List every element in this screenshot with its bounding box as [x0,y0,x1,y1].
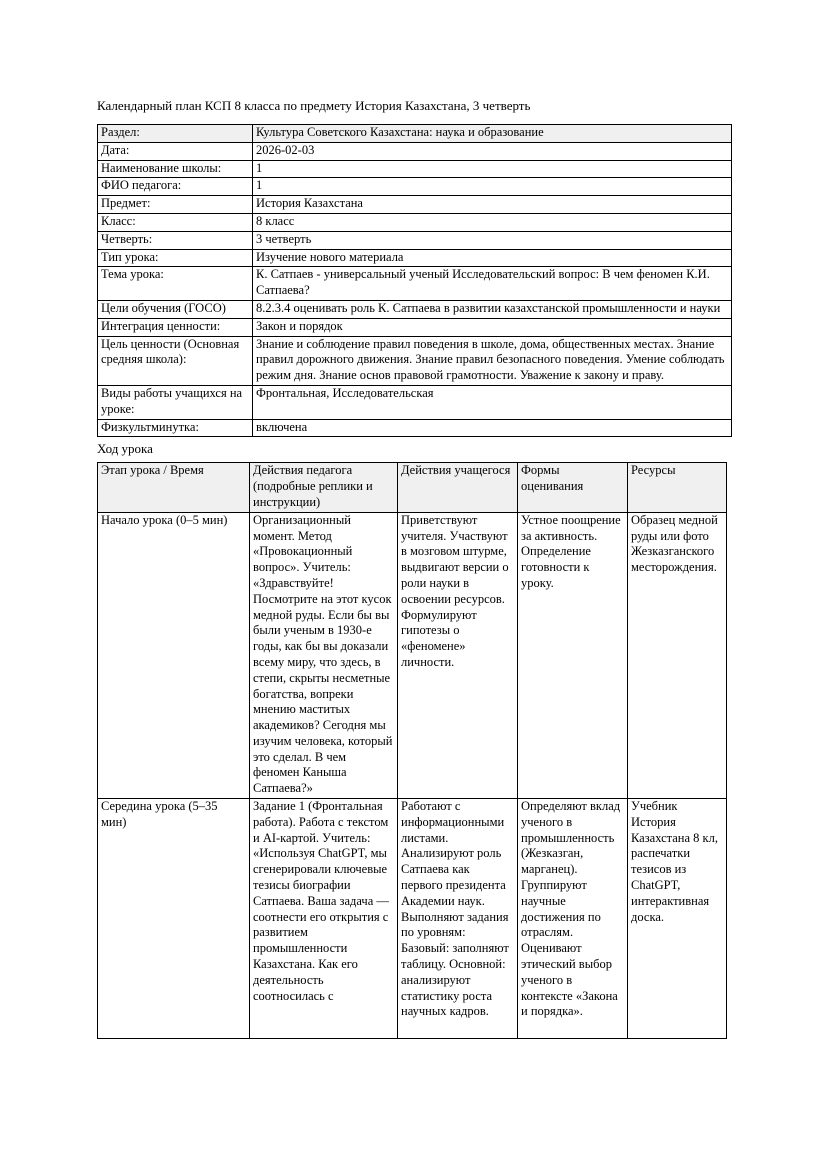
flow-stage-cell: Начало урока (0–5 мин) [98,512,250,798]
info-row [98,213,732,231]
info-label-cell: Тема урока: [98,267,253,301]
page-content [97,98,731,1039]
info-row [98,336,732,385]
info-row [98,178,732,196]
info-label-cell: Дата: [98,142,253,160]
info-row [98,142,732,160]
info-row [98,300,732,318]
flow-header-stage: Этап урока / Время [98,463,250,512]
info-label-cell: ФИО педагога: [98,178,253,196]
info-value-cell: включена [253,419,732,437]
info-value-cell: 1 [253,178,732,196]
flow-teacher-cell: Организационный момент. Метод «Провокационный вопрос». Учитель: «Здравствуйте! Посмотрите на этот кусок медной руды. Если бы вы были ученым в 1930-е годы, как бы вы доказали всему миру, что здесь, в степи, скрыты несметные богатства, вопреки мнению маститых академиков? Сегодня мы изучим человека, который это сделал. В чем феномен Каныша Сатпаева?» [250,512,398,798]
info-label-cell: Цели обучения (ГОСО) [98,300,253,318]
lesson-flow-table [97,462,727,1039]
info-label-cell: Физкультминутка: [98,419,253,437]
info-label-cell: Интеграция ценности: [98,318,253,336]
flow-student-cell: Приветствуют учителя. Участвуют в мозговом штурме, выдвигают версии о роли науки в освоении ресурсов. Формулируют гипотезы о «феномене» личности. [398,512,518,798]
flow-assessment-cell: Определяют вклад ученого в промышленность (Жезказган, марганец). Группируют научные достижения по отраслям. Оценивают этический выбор ученого в контексте «Закона и порядка». [518,799,628,1039]
info-row [98,231,732,249]
info-row [98,249,732,267]
info-value-cell: 8 класс [253,213,732,231]
info-label-cell: Четверть: [98,231,253,249]
info-value-cell: История Казахстана [253,196,732,214]
info-value-cell: 2026-02-03 [253,142,732,160]
info-row [98,125,732,143]
flow-header-teacher: Действия педагога (подробные реплики и инструкции) [250,463,398,512]
info-label-cell: Класс: [98,213,253,231]
info-label-cell: Раздел: [98,125,253,143]
info-value-cell: Культура Советского Казахстана: наука и образование [253,125,732,143]
info-value-cell: 1 [253,160,732,178]
info-value-cell: Закон и порядок [253,318,732,336]
info-row [98,419,732,437]
info-row [98,318,732,336]
flow-row-lesson-start [98,512,727,798]
info-value-cell: Фронтальная, Исследовательская [253,385,732,419]
flow-row-lesson-middle [98,799,727,1039]
info-label-cell: Тип урока: [98,249,253,267]
flow-stage-cell: Середина урока (5–35 мин) [98,799,250,1039]
info-value-cell: 8.2.3.4 оценивать роль К. Сатпаева в развитии казахстанской промышленности и науки [253,300,732,318]
info-value-cell: Знание и соблюдение правил поведения в школе, дома, общественных местах. Знание правил дорожного движения. Знание правил безопасного поведения. Умение соблюдать режим дня. Знание основ правовой грамотности. Уважение к закону и праву. [253,336,732,385]
flow-assessment-cell: Устное поощрение за активность. Определение готовности к уроку. [518,512,628,798]
flow-header-row [98,463,727,512]
info-value-cell: К. Сатпаев - универсальный ученый Исследовательский вопрос: В чем феномен К.И. Сатпаева? [253,267,732,301]
flow-resources-cell: Учебник История Казахстана 8 кл, распечатки тезисов из ChatGPT, интерактивная доска. [628,799,727,1039]
flow-resources-cell: Образец медной руды или фото Жезказганского месторождения. [628,512,727,798]
course-info-table [97,124,732,437]
flow-header-student: Действия учащегося [398,463,518,512]
info-row [98,267,732,301]
info-label-cell: Цель ценности (Основная средняя школа): [98,336,253,385]
flow-header-resources: Ресурсы [628,463,727,512]
info-value-cell: Изучение нового материала [253,249,732,267]
info-label-cell: Предмет: [98,196,253,214]
info-row [98,160,732,178]
info-label-cell: Виды работы учащихся на уроке: [98,385,253,419]
info-row [98,385,732,419]
info-value-cell: 3 четверть [253,231,732,249]
info-row [98,196,732,214]
info-label-cell: Наименование школы: [98,160,253,178]
lesson-flow-heading: Ход урока [97,441,153,457]
flow-student-cell: Работают с информационными листами. Анализируют роль Сатпаева как первого президента Академии наук. Выполняют задания по уровням: Базовый: заполняют таблицу. Основной: анализируют статистику роста научных кадров. [398,799,518,1039]
flow-header-assessment: Формы оценивания [518,463,628,512]
flow-teacher-cell: Задание 1 (Фронтальная работа). Работа с текстом и AI-картой. Учитель: «Используя ChatGPT, мы сгенерировали ключевые тезисы биографии Сатпаева. Ваша задача — соотнести его открытия с развитием промышленности Казахстана. Как его деятельность соотносилась с [250,799,398,1039]
document-title: Календарный план КСП 8 класса по предмету История Казахстана, 3 четверть [97,98,531,113]
